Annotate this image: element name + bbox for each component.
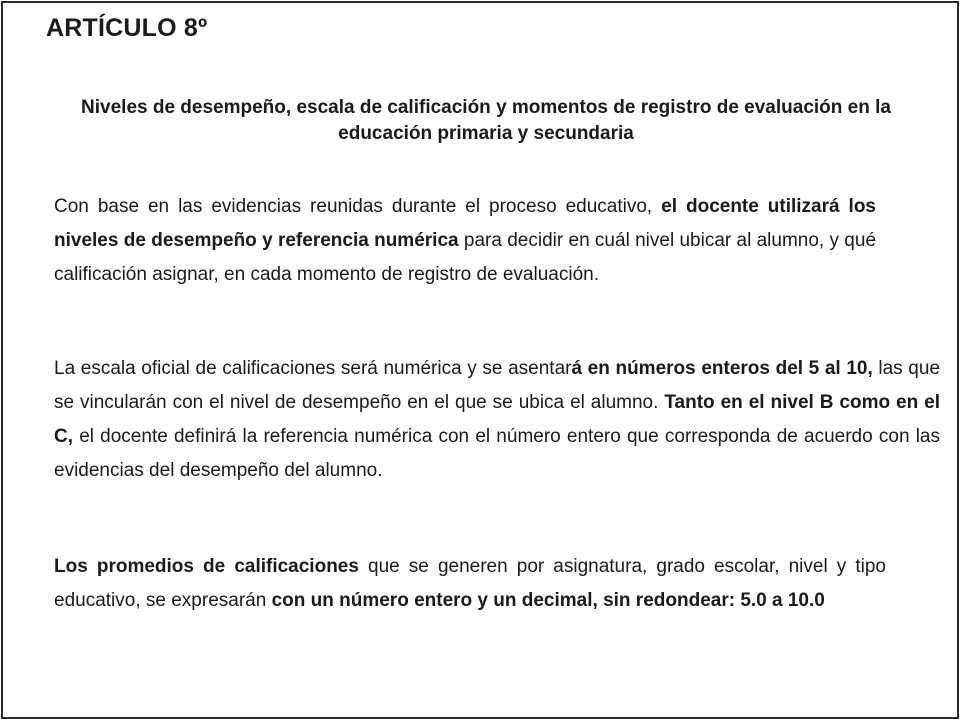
paragraph-text: el docente definirá la referencia numérica con el número entero que corresponda de acuerdo con las evidencias del desempeño del alumno. [54, 426, 940, 481]
paragraph-bold-text: con un número entero y un decimal, sin redondear: 5.0 a 10.0 [271, 590, 825, 611]
paragraph-grading-scale [54, 352, 940, 488]
paragraph-bold-text: Los promedios de calificaciones [54, 556, 359, 577]
paragraph-evidences [54, 190, 876, 292]
paragraph-bold-text: el docente utilizará los niveles de desempeño y referencia numérica [54, 196, 876, 251]
paragraph-text: La escala oficial de calificaciones será numérica y se asentar [54, 358, 572, 379]
paragraph-averages [54, 550, 886, 618]
article-title: ARTÍCULO 8º [46, 14, 208, 42]
paragraph-bold-text: Tanto en el nivel B como en el C, [54, 392, 940, 447]
paragraph-text: que se generen por asignatura, grado escolar, nivel y tipo educativo, se expresarán [54, 556, 886, 611]
article-subtitle: Niveles de desempeño, escala de calificación y momentos de registro de evaluación en la educación primaria y secundaria [81, 97, 891, 144]
paragraph-text: para decidir en cuál nivel ubicar al alumno, y qué calificación asignar, en cada momento de registro de evaluación. [54, 230, 877, 285]
paragraph-text: las que se vincularán con el nivel de desempeño en el que se ubica el alumno. [54, 358, 941, 413]
paragraph-text: Con base en las evidencias reunidas durante el proceso educativo, [54, 196, 662, 217]
paragraph-bold-text: á en números enteros del 5 al 10, [571, 358, 873, 379]
